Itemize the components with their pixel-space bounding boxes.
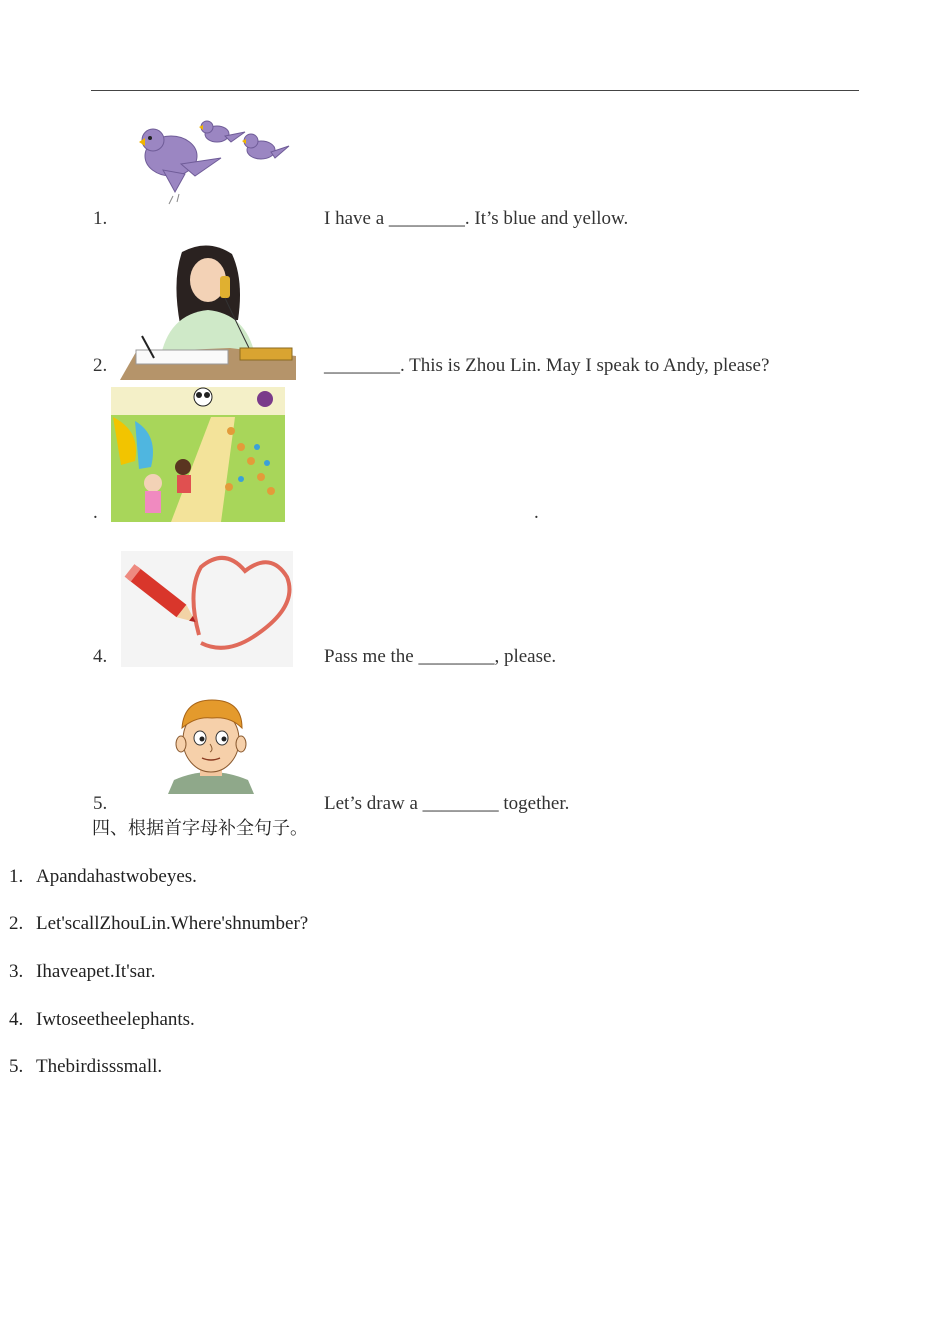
list-item-text: Ihaveapet.It'sar. [36,961,156,982]
boy-face-picture [164,694,258,796]
item-2-number: 2. [93,355,108,376]
girl-on-phone-picture [120,240,298,380]
section-4-heading: 四、根据首字母补全句子。 [92,818,308,839]
list-item [9,1009,195,1031]
top-rule [91,90,859,91]
list-item-text: Let'scallZhouLin.Where'shnumber? [36,913,309,934]
list-item [9,961,155,983]
list-item [9,1056,162,1078]
list-item-number: 4. [9,1009,24,1030]
item-4-number: 4. [93,646,108,667]
list-item-text: Apandahastwobeyes. [36,866,197,887]
item-3-number: . [93,502,98,523]
item-1-sentence: I have a ________. It’s blue and yellow. [324,208,629,229]
red-pencil-heart-picture [121,551,293,667]
zoo-park-picture [111,387,285,522]
list-item-text: Iwtoseetheelephants. [36,1009,195,1030]
item-2-sentence: ________. This is Zhou Lin. May I speak to Andy, please? [324,355,770,376]
item-5-sentence: Let’s draw a ________ together. [324,793,570,814]
item-3-sentence: . [534,502,539,523]
list-item [9,913,308,935]
list-item-number: 3. [9,961,24,982]
birds-picture [133,116,293,208]
item-1-number: 1. [93,208,108,229]
list-item-number: 1. [9,866,24,887]
list-item-text: Thebirdisssmall. [36,1056,163,1077]
item-5-number: 5. [93,793,108,814]
list-item [9,866,197,888]
list-item-number: 2. [9,913,24,934]
list-item-number: 5. [9,1056,24,1077]
item-4-sentence: Pass me the ________, please. [324,646,557,667]
